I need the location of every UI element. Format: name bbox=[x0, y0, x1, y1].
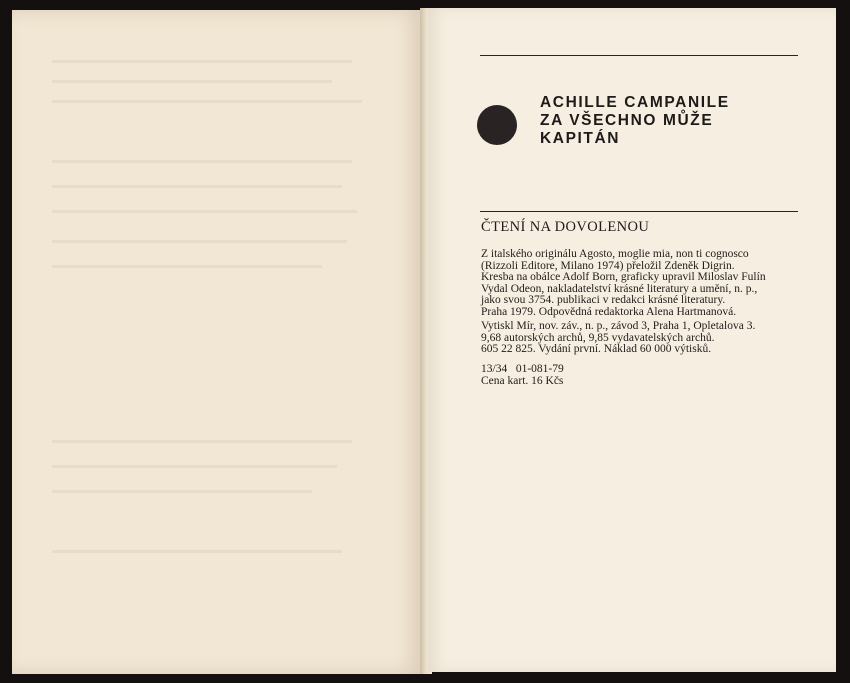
show-through-line bbox=[52, 210, 357, 213]
code-line: 13/34 01-081-79 bbox=[481, 363, 564, 375]
show-through-line bbox=[52, 80, 332, 83]
show-through-line bbox=[52, 60, 352, 63]
right-page-imprint bbox=[428, 8, 836, 672]
colophon-line: jako svou 3754. publikaci v redakci krásné literatury. bbox=[481, 294, 726, 307]
show-through-line bbox=[52, 440, 352, 443]
left-page-blank bbox=[12, 10, 422, 674]
colophon-line: (Rizzoli Editore, Milano 1974) přeložil Zdeněk Digrin. bbox=[481, 259, 735, 272]
decorative-dot bbox=[477, 105, 517, 145]
printing-paragraph bbox=[481, 321, 755, 356]
show-through-line bbox=[52, 185, 342, 188]
show-through-line bbox=[52, 265, 322, 268]
colophon-line: Praha 1979. Odpovědná redaktorka Alena Hartmanová. bbox=[481, 305, 737, 318]
title-block bbox=[540, 94, 730, 148]
show-through-line bbox=[52, 490, 312, 493]
colophon-line: Z italského originálu Agosto, moglie mia, non ti cognosco bbox=[481, 248, 749, 260]
show-through-line bbox=[52, 160, 352, 163]
top-rule bbox=[480, 55, 798, 56]
middle-rule bbox=[480, 211, 798, 212]
series-name: ČTENÍ NA DOVOLENOU bbox=[481, 219, 650, 235]
price-code-paragraph bbox=[481, 364, 564, 387]
print-line: 9,68 autorských archů, 9,85 vydavatelských archů. bbox=[481, 331, 715, 344]
book-title-line: ZA VŠECHNO MŮŽE bbox=[540, 112, 714, 129]
print-line: 605 22 825. Vydání první. Náklad 60 000 výtisků. bbox=[481, 343, 712, 356]
print-line: Vytiskl Mír, nov. záv., n. p., závod 3, Praha 1, Opletalova 3. bbox=[481, 320, 756, 332]
author-name: ACHILLE CAMPANILE bbox=[540, 94, 730, 111]
show-through-line bbox=[52, 550, 342, 553]
show-through-line bbox=[52, 465, 337, 468]
book-title-line: KAPITÁN bbox=[540, 130, 621, 147]
colophon-paragraph bbox=[481, 249, 766, 319]
colophon-line: Vydal Odeon, nakladatelství krásné literatury a umění, n. p., bbox=[481, 282, 758, 295]
colophon-line: Kresba na obálce Adolf Born, graficky upravil Miloslav Fulín bbox=[481, 271, 766, 284]
show-through-line bbox=[52, 100, 362, 103]
price-line: Cena kart. 16 Kčs bbox=[481, 374, 564, 387]
show-through-line bbox=[52, 240, 347, 243]
